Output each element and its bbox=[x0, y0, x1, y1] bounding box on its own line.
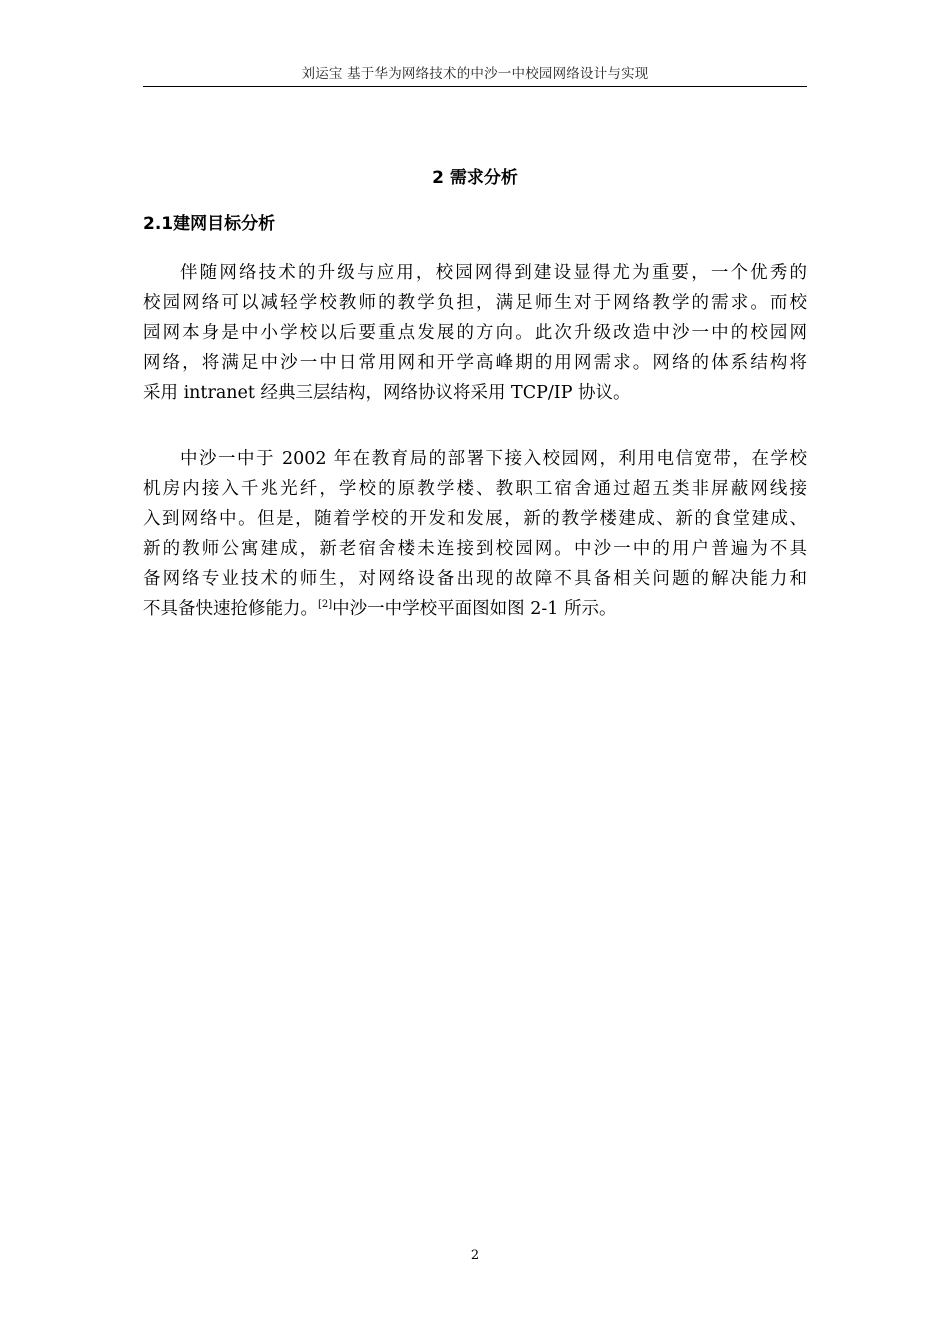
paragraph-line: 入到网络中。但是，随着学校的开发和发展，新的教学楼建成、新的食堂建成、 bbox=[143, 509, 807, 529]
paragraph-line: 中沙一中于 2002 年在教育局的部署下接入校园网，利用电信宽带，在学校 bbox=[180, 449, 807, 469]
paragraph-text: 不具备快速抢修能力。 bbox=[143, 599, 318, 619]
paragraph-line: 校园网络可以减轻学校教师的教学负担，满足师生对于网络教学的需求。而校 bbox=[143, 293, 807, 313]
paragraph-line: 网络，将满足中沙一中日常用网和开学高峰期的用网需求。网络的体系结构将 bbox=[143, 353, 807, 373]
header-rule bbox=[143, 86, 807, 87]
paragraph-text: 中沙一中学校平面图如图 2-1 所示。 bbox=[332, 599, 617, 619]
paragraph-line: 新的教师公寓建成，新老宿舍楼未连接到校园网。中沙一中的用户普遍为不具 bbox=[143, 539, 807, 559]
paragraph-line: 伴随网络技术的升级与应用，校园网得到建设显得尤为重要，一个优秀的 bbox=[180, 263, 807, 283]
paragraph-line: 机房内接入千兆光纤，学校的原教学楼、教职工宿舍通过超五类非屏蔽网线接 bbox=[143, 479, 807, 499]
chapter-title: 2 需求分析 bbox=[432, 168, 518, 188]
section-title: 2.1建网目标分析 bbox=[143, 214, 276, 234]
paragraph-last-line bbox=[143, 594, 807, 624]
paragraph-2 bbox=[143, 444, 807, 624]
running-header: 刘运宝 基于华为网络技术的中沙一中校园网络设计与实现 bbox=[301, 66, 649, 82]
paragraph-1 bbox=[143, 258, 807, 408]
page-number: 2 bbox=[470, 1248, 480, 1263]
paragraph-line: 备网络专业技术的师生，对网络设备出现的故障不具备相关问题的解决能力和 bbox=[143, 569, 807, 589]
paragraph-line: 园网本身是中小学校以后要重点发展的方向。此次升级改造中沙一中的校园网 bbox=[143, 323, 807, 343]
paragraph-line: 采用 intranet 经典三层结构，网络协议将采用 TCP/IP 协议。 bbox=[143, 383, 631, 403]
citation-reference[interactable]: [2] bbox=[318, 599, 333, 610]
